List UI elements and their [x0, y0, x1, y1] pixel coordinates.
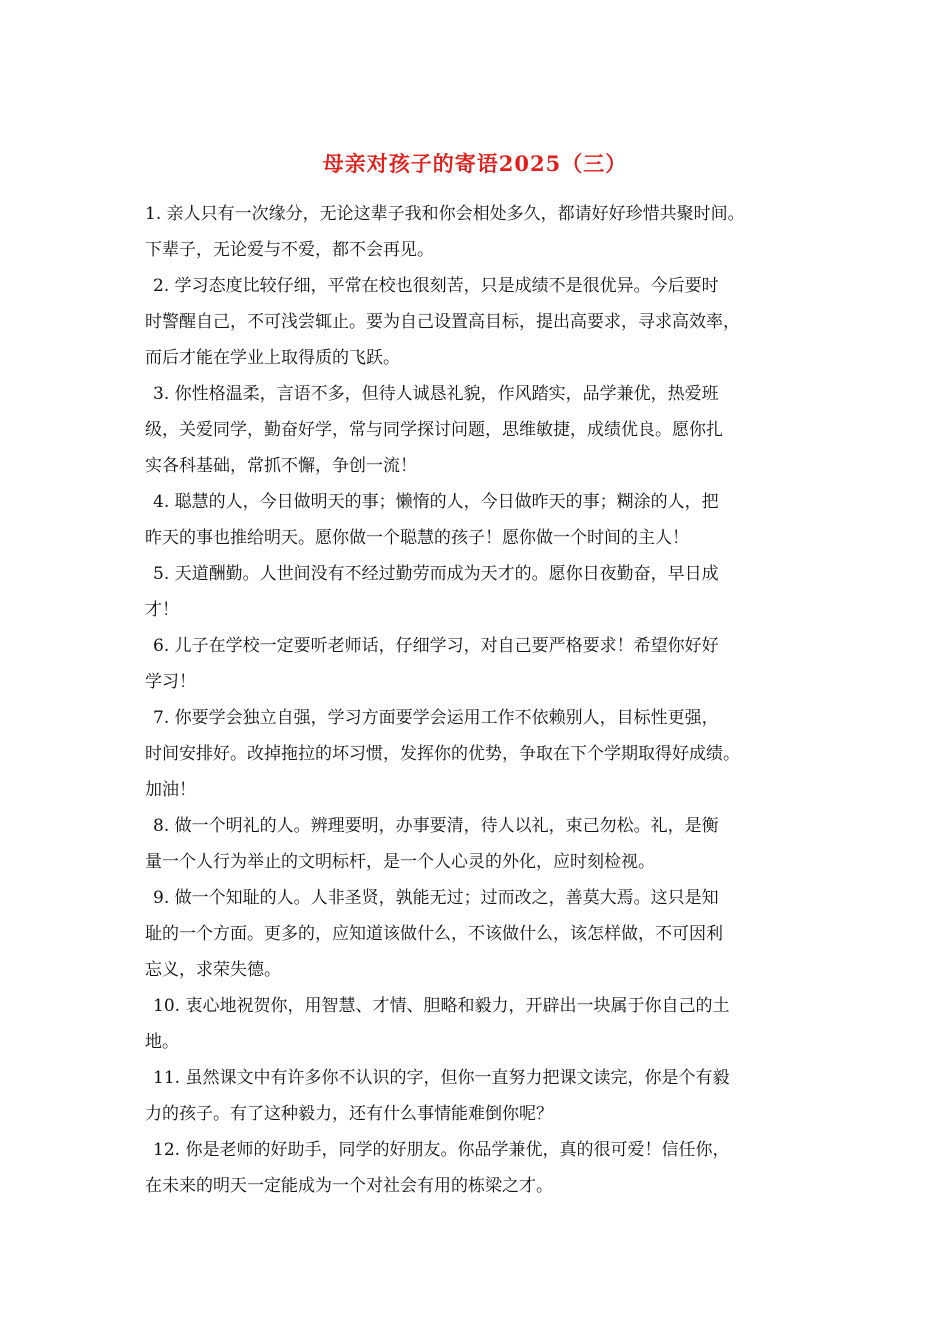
- paragraph-line: 加油！: [145, 780, 196, 800]
- document-body: [145, 196, 820, 1204]
- paragraph-1: [145, 196, 820, 268]
- paragraph-5: [145, 556, 820, 628]
- document-title: 母亲对孩子的寄语2025（三）: [322, 151, 628, 176]
- paragraph-line: 时警醒自己，不可浅尝辄止。要为自己设置高目标，提出高要求，寻求高效率，: [145, 312, 740, 332]
- paragraph-2: [145, 268, 820, 376]
- paragraph-line: 地。: [145, 1032, 179, 1052]
- paragraph-line: 4. 聪慧的人，今日做明天的事；懒惰的人，今日做昨天的事；糊涂的人，把: [153, 492, 719, 512]
- paragraph-line: 耻的一个方面。更多的，应知道该做什么，不该做什么，该怎样做，不可因利: [145, 924, 723, 944]
- paragraph-line: 时间安排好。改掉拖拉的坏习惯，发挥你的优势，争取在下个学期取得好成绩。: [145, 744, 740, 764]
- paragraph-3: [145, 376, 820, 484]
- paragraph-9: [145, 880, 820, 988]
- paragraph-line: 2. 学习态度比较仔细，平常在校也很刻苦，只是成绩不是很优异。今后要时: [153, 276, 719, 296]
- paragraph-line: 11. 虽然课文中有许多你不认识的字，但你一直努力把课文读完，你是个有毅: [153, 1068, 730, 1088]
- paragraph-line: 而后才能在学业上取得质的飞跃。: [145, 348, 400, 368]
- paragraph-line: 5. 天道酬勤。人世间没有不经过勤劳而成为天才的。愿你日夜勤奋，早日成: [153, 564, 719, 584]
- paragraph-line: 7. 你要学会独立自强，学习方面要学会运用工作不依赖别人，目标性更强，: [153, 708, 719, 728]
- paragraph-line: 6. 儿子在学校一定要听老师话，仔细学习，对自己要严格要求！希望你好好: [153, 636, 719, 656]
- paragraph-line: 昨天的事也推给明天。愿你做一个聪慧的孩子！愿你做一个时间的主人！: [145, 528, 689, 548]
- paragraph-line: 3. 你性格温柔，言语不多，但待人诚恳礼貌，作风踏实，品学兼优，热爱班: [153, 384, 719, 404]
- paragraph-line: 8. 做一个明礼的人。辨理要明，办事要清，待人以礼，束己勿松。礼，是衡: [153, 816, 719, 836]
- paragraph-4: [145, 484, 820, 556]
- paragraph-line: 9. 做一个知耻的人。人非圣贤，孰能无过；过而改之，善莫大焉。这只是知: [153, 888, 719, 908]
- paragraph-line: 学习！: [145, 672, 196, 692]
- paragraph-line: 1. 亲人只有一次缘分，无论这辈子我和你会相处多久，都请好好珍惜共聚时间。: [145, 204, 745, 224]
- paragraph-line: 下辈子，无论爱与不爱，都不会再见。: [145, 240, 434, 260]
- paragraph-line: 级，关爱同学，勤奋好学，常与同学探讨问题，思维敏捷，成绩优良。愿你扎: [145, 420, 723, 440]
- paragraph-line: 实各科基础，常抓不懈，争创一流！: [145, 456, 417, 476]
- paragraph-12: [145, 1132, 820, 1204]
- paragraph-line: 在未来的明天一定能成为一个对社会有用的栋梁之才。: [145, 1176, 553, 1196]
- paragraph-7: [145, 700, 820, 808]
- paragraph-line: 才！: [145, 600, 179, 620]
- paragraph-11: [145, 1060, 820, 1132]
- paragraph-line: 10. 衷心地祝贺你，用智慧、才情、胆略和毅力，开辟出一块属于你自己的土: [153, 996, 730, 1016]
- paragraph-10: [145, 988, 820, 1060]
- paragraph-line: 忘义，求荣失德。: [145, 960, 281, 980]
- paragraph-6: [145, 628, 820, 700]
- paragraph-8: [145, 808, 820, 880]
- paragraph-line: 12. 你是老师的好助手，同学的好朋友。你品学兼优，真的很可爱！信任你，: [153, 1140, 730, 1160]
- paragraph-line: 量一个人行为举止的文明标杆，是一个人心灵的外化，应时刻检视。: [145, 852, 655, 872]
- paragraph-line: 力的孩子。有了这种毅力，还有什么事情能难倒你呢？: [145, 1104, 553, 1124]
